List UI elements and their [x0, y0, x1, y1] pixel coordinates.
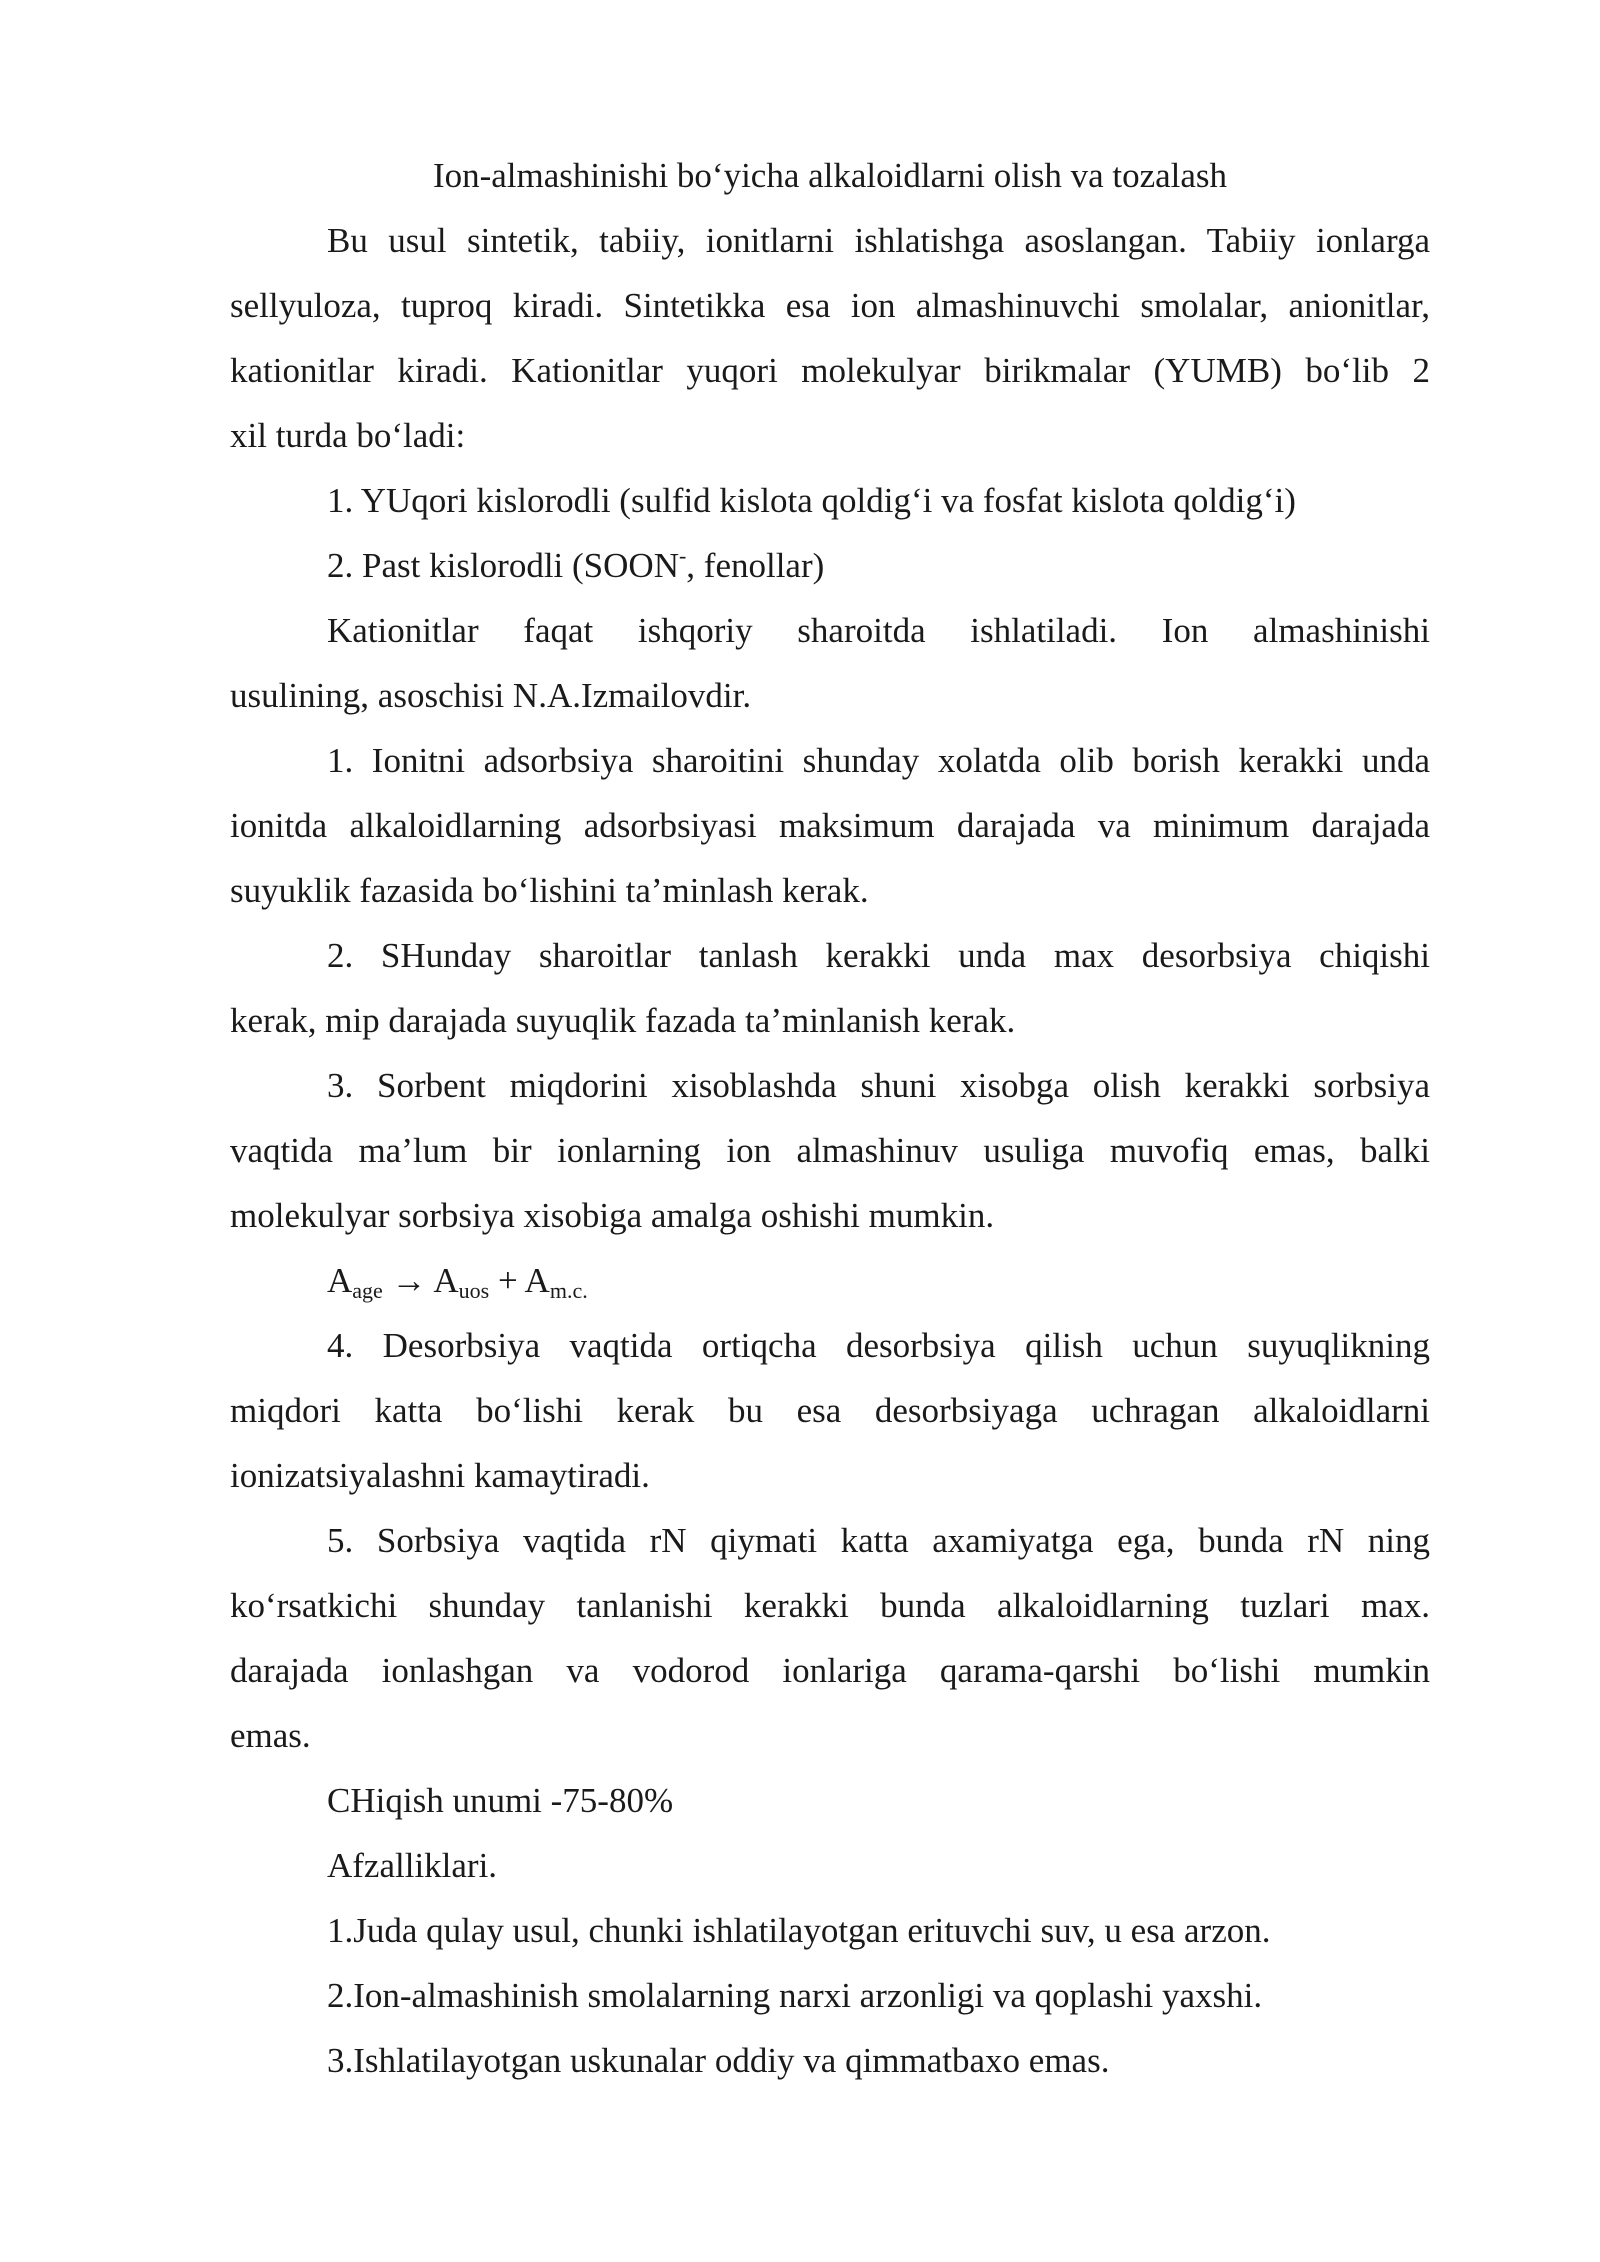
- text-line: xil turda bo‘ladi:: [230, 416, 466, 455]
- formula-symbol: A: [433, 1261, 459, 1300]
- text-span: , fenollar): [686, 546, 825, 585]
- paragraph-point-3: [230, 1053, 1430, 1248]
- formula: [230, 1248, 1430, 1313]
- paragraph-kationitlar: [230, 598, 1430, 728]
- text-line: 4. Desorbsiya vaqtida ortiqcha desorbsiya qilish uchun suyuqlikning: [327, 1326, 1430, 1365]
- formula-symbol: A: [327, 1261, 353, 1300]
- advantage-item-2: 2.Ion-almashinish smolalarning narxi arzonligi va qoplashi yaxshi.: [327, 1976, 1263, 2015]
- text-line: kerak, mip darajada suyuqlik fazada ta’minlanish kerak.: [230, 1001, 1016, 1040]
- text-line: suyuklik fazasida bo‘lishini ta’minlash kerak.: [230, 871, 869, 910]
- formula-subscript: age: [352, 1278, 383, 1303]
- text-line: ko‘rsatkichi shunday tanlanishi kerakki bunda alkaloidlarning tuzlari max.: [230, 1586, 1430, 1625]
- text-line: usulining, asoschisi N.A.Izmailovdir.: [230, 676, 752, 715]
- text-line: molekulyar sorbsiya xisobiga amalga oshishi mumkin.: [230, 1196, 995, 1235]
- text-line: darajada ionlashgan va vodorod ionlariga qarama-qarshi bo‘lishi mumkin: [230, 1651, 1430, 1690]
- text-span: 2. Past kislorodli (SOON: [327, 546, 679, 585]
- text-line: 3. Sorbent miqdorini xisoblashda shuni xisobga olish kerakki sorbsiya: [327, 1066, 1430, 1105]
- text-line: sellyuloza, tuproq kiradi. Sintetikka esa ion almashinuvchi smolalar, anionitlar,: [230, 286, 1430, 325]
- formula-subscript: m.c.: [549, 1278, 588, 1303]
- advantage-item-1: 1.Juda qulay usul, chunki ishlatilayotgan erituvchi suv, u esa arzon.: [327, 1911, 1271, 1950]
- document-body: [230, 143, 1430, 2093]
- formula-arrow: →: [382, 1261, 434, 1300]
- paragraph-point-1: [230, 728, 1430, 923]
- text-line: kationitlar kiradi. Kationitlar yuqori molekulyar birikmalar (YUMB) bo‘lib 2: [230, 351, 1430, 390]
- text-line: Bu usul sintetik, tabiiy, ionitlarni ishlatishga asoslangan. Tabiiy ionlarga: [327, 221, 1430, 260]
- paragraph-point-4: [230, 1313, 1430, 1508]
- text-line: 2. SHunday sharoitlar tanlash kerakki unda max desorbsiya chiqishi: [327, 936, 1430, 975]
- paragraph-point-2: [230, 923, 1430, 1053]
- text-line: ionitda alkaloidlarning adsorbsiyasi maksimum darajada va minimum darajada: [230, 806, 1430, 845]
- paragraph-intro: [230, 208, 1430, 468]
- text-line: vaqtida ma’lum bir ionlarning ion almashinuv usuliga muvofiq emas, balki: [230, 1131, 1430, 1170]
- list-item-type-2: [230, 533, 1430, 598]
- formula-symbol: A: [524, 1261, 550, 1300]
- text-line: emas.: [230, 1716, 311, 1755]
- text-line: 1. Ionitni adsorbsiya sharoitini shunday xolatda olib borish kerakki unda: [327, 741, 1430, 780]
- list-item-type-1: 1. YUqori kislorodli (sulfid kislota qoldig‘i va fosfat kislota qoldig‘i): [327, 481, 1296, 520]
- advantage-item-3: 3.Ishlatilayotgan uskunalar oddiy va qimmatbaxo emas.: [327, 2041, 1110, 2080]
- document-title: Ion-almashinishi bo‘yicha alkaloidlarni olish va tozalash: [432, 156, 1228, 195]
- advantages-heading: Afzalliklari.: [327, 1846, 498, 1885]
- paragraph-point-5: [230, 1508, 1430, 1768]
- text-line: ionizatsiyalashni kamaytiradi.: [230, 1456, 650, 1495]
- yield-text: CHiqish unumi -75-80%: [327, 1781, 674, 1820]
- text-line: Kationitlar faqat ishqoriy sharoitda ishlatiladi. Ion almashinishi: [327, 611, 1430, 650]
- formula-subscript: uos: [458, 1278, 490, 1303]
- formula-plus: +: [489, 1261, 525, 1300]
- superscript: -: [678, 543, 687, 568]
- text-line: 5. Sorbsiya vaqtida rN qiymati katta axamiyatga ega, bunda rN ning: [327, 1521, 1430, 1560]
- text-line: miqdori katta bo‘lishi kerak bu esa desorbsiyaga uchragan alkaloidlarni: [230, 1391, 1430, 1430]
